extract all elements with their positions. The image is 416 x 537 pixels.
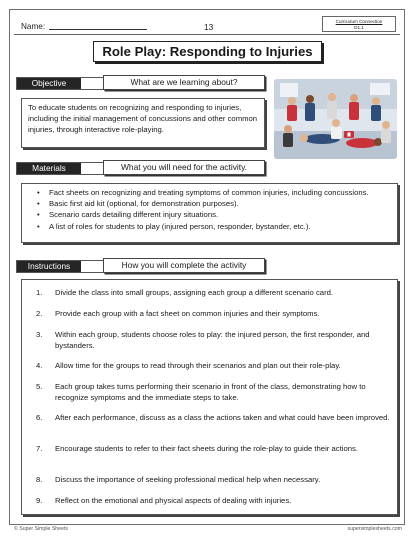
instruction-step bbox=[22, 443, 391, 454]
objective-subtitle: What are we learning about? bbox=[103, 75, 265, 90]
step-text: Within each group, students choose roles to play: the injured person, the first responder, and bystanders. bbox=[55, 330, 370, 351]
instructions-label: Instructions bbox=[17, 261, 81, 272]
instruction-step bbox=[22, 287, 391, 298]
step-text: Reflect on the emotional and physical aspects of dealing with injuries. bbox=[55, 496, 292, 505]
header-divider bbox=[14, 34, 400, 35]
instruction-step bbox=[22, 412, 391, 423]
instruction-step bbox=[22, 308, 391, 319]
step-text: Each group takes turns performing their scenario in front of the class, demonstrating how to recognize symptoms and the immediate steps to take. bbox=[55, 382, 366, 403]
instruction-step bbox=[22, 329, 391, 351]
materials-item: • Scenario cards detailing different injury situations. bbox=[22, 209, 397, 220]
step-number: 1. bbox=[36, 288, 43, 297]
instruction-step bbox=[22, 381, 391, 403]
materials-header bbox=[16, 162, 266, 175]
step-number: 3. bbox=[36, 330, 43, 339]
instructions-box bbox=[21, 279, 398, 515]
curriculum-connection-box bbox=[322, 16, 396, 32]
step-number: 7. bbox=[36, 444, 43, 453]
objective-text: To educate students on recognizing and responding to injuries, including the initial management of concussions and other common injuries, through interactive role-playing. bbox=[28, 103, 258, 135]
instructions-header bbox=[16, 260, 266, 273]
materials-box bbox=[21, 183, 398, 243]
objective-header bbox=[16, 77, 266, 90]
instructions-subtitle: How you will complete the activity bbox=[103, 258, 265, 273]
materials-list bbox=[22, 184, 397, 232]
step-number: 9. bbox=[36, 496, 43, 505]
curriculum-code: D1.1 bbox=[354, 24, 364, 30]
name-label: Name: bbox=[21, 22, 46, 31]
materials-item: • Fact sheets on recognizing and treating symptoms of common injuries, including concussions. bbox=[22, 187, 397, 198]
step-number: 2. bbox=[36, 309, 43, 318]
footer-copyright: © Super Simple Sheets bbox=[14, 526, 68, 532]
instruction-step bbox=[22, 495, 391, 506]
step-text: Discuss the importance of seeking professional medical help when necessary. bbox=[55, 475, 321, 484]
materials-item: • A list of roles for students to play (injured person, responder, bystander, etc.). bbox=[22, 221, 397, 232]
step-text: Allow time for the groups to read through their scenarios and plan out their role-play. bbox=[55, 361, 341, 370]
instruction-step bbox=[22, 474, 391, 485]
name-field[interactable] bbox=[21, 22, 147, 31]
page-title: Role Play: Responding to Injuries bbox=[93, 41, 322, 62]
instruction-step bbox=[22, 360, 391, 371]
students-role-play-illustration bbox=[274, 79, 397, 159]
footer-website[interactable]: supersimplesheets.com bbox=[347, 526, 402, 532]
step-number: 5. bbox=[36, 382, 43, 391]
name-blank-line[interactable] bbox=[49, 29, 147, 30]
step-number: 8. bbox=[36, 475, 43, 484]
materials-subtitle: What you will need for the activity. bbox=[103, 160, 265, 175]
step-text: After each performance, discuss as a class the actions taken and what could have been improved. bbox=[55, 413, 390, 422]
materials-label: Materials bbox=[17, 163, 81, 174]
objective-label: Objective bbox=[17, 78, 81, 89]
objective-box bbox=[21, 98, 265, 148]
step-text: Encourage students to refer to their fact sheets during the role-play to guide their actions. bbox=[55, 444, 358, 453]
step-number: 4. bbox=[36, 361, 43, 370]
step-number: 6. bbox=[36, 413, 43, 422]
curriculum-label: Curriculum Connection bbox=[335, 18, 383, 24]
step-text: Divide the class into small groups, assigning each group a different scenario card. bbox=[55, 288, 334, 297]
step-text: Provide each group with a fact sheet on common injuries and their symptoms. bbox=[55, 309, 320, 318]
page-number: 13 bbox=[204, 22, 214, 32]
materials-item: • Basic first aid kit (optional, for demonstration purposes). bbox=[22, 198, 397, 209]
